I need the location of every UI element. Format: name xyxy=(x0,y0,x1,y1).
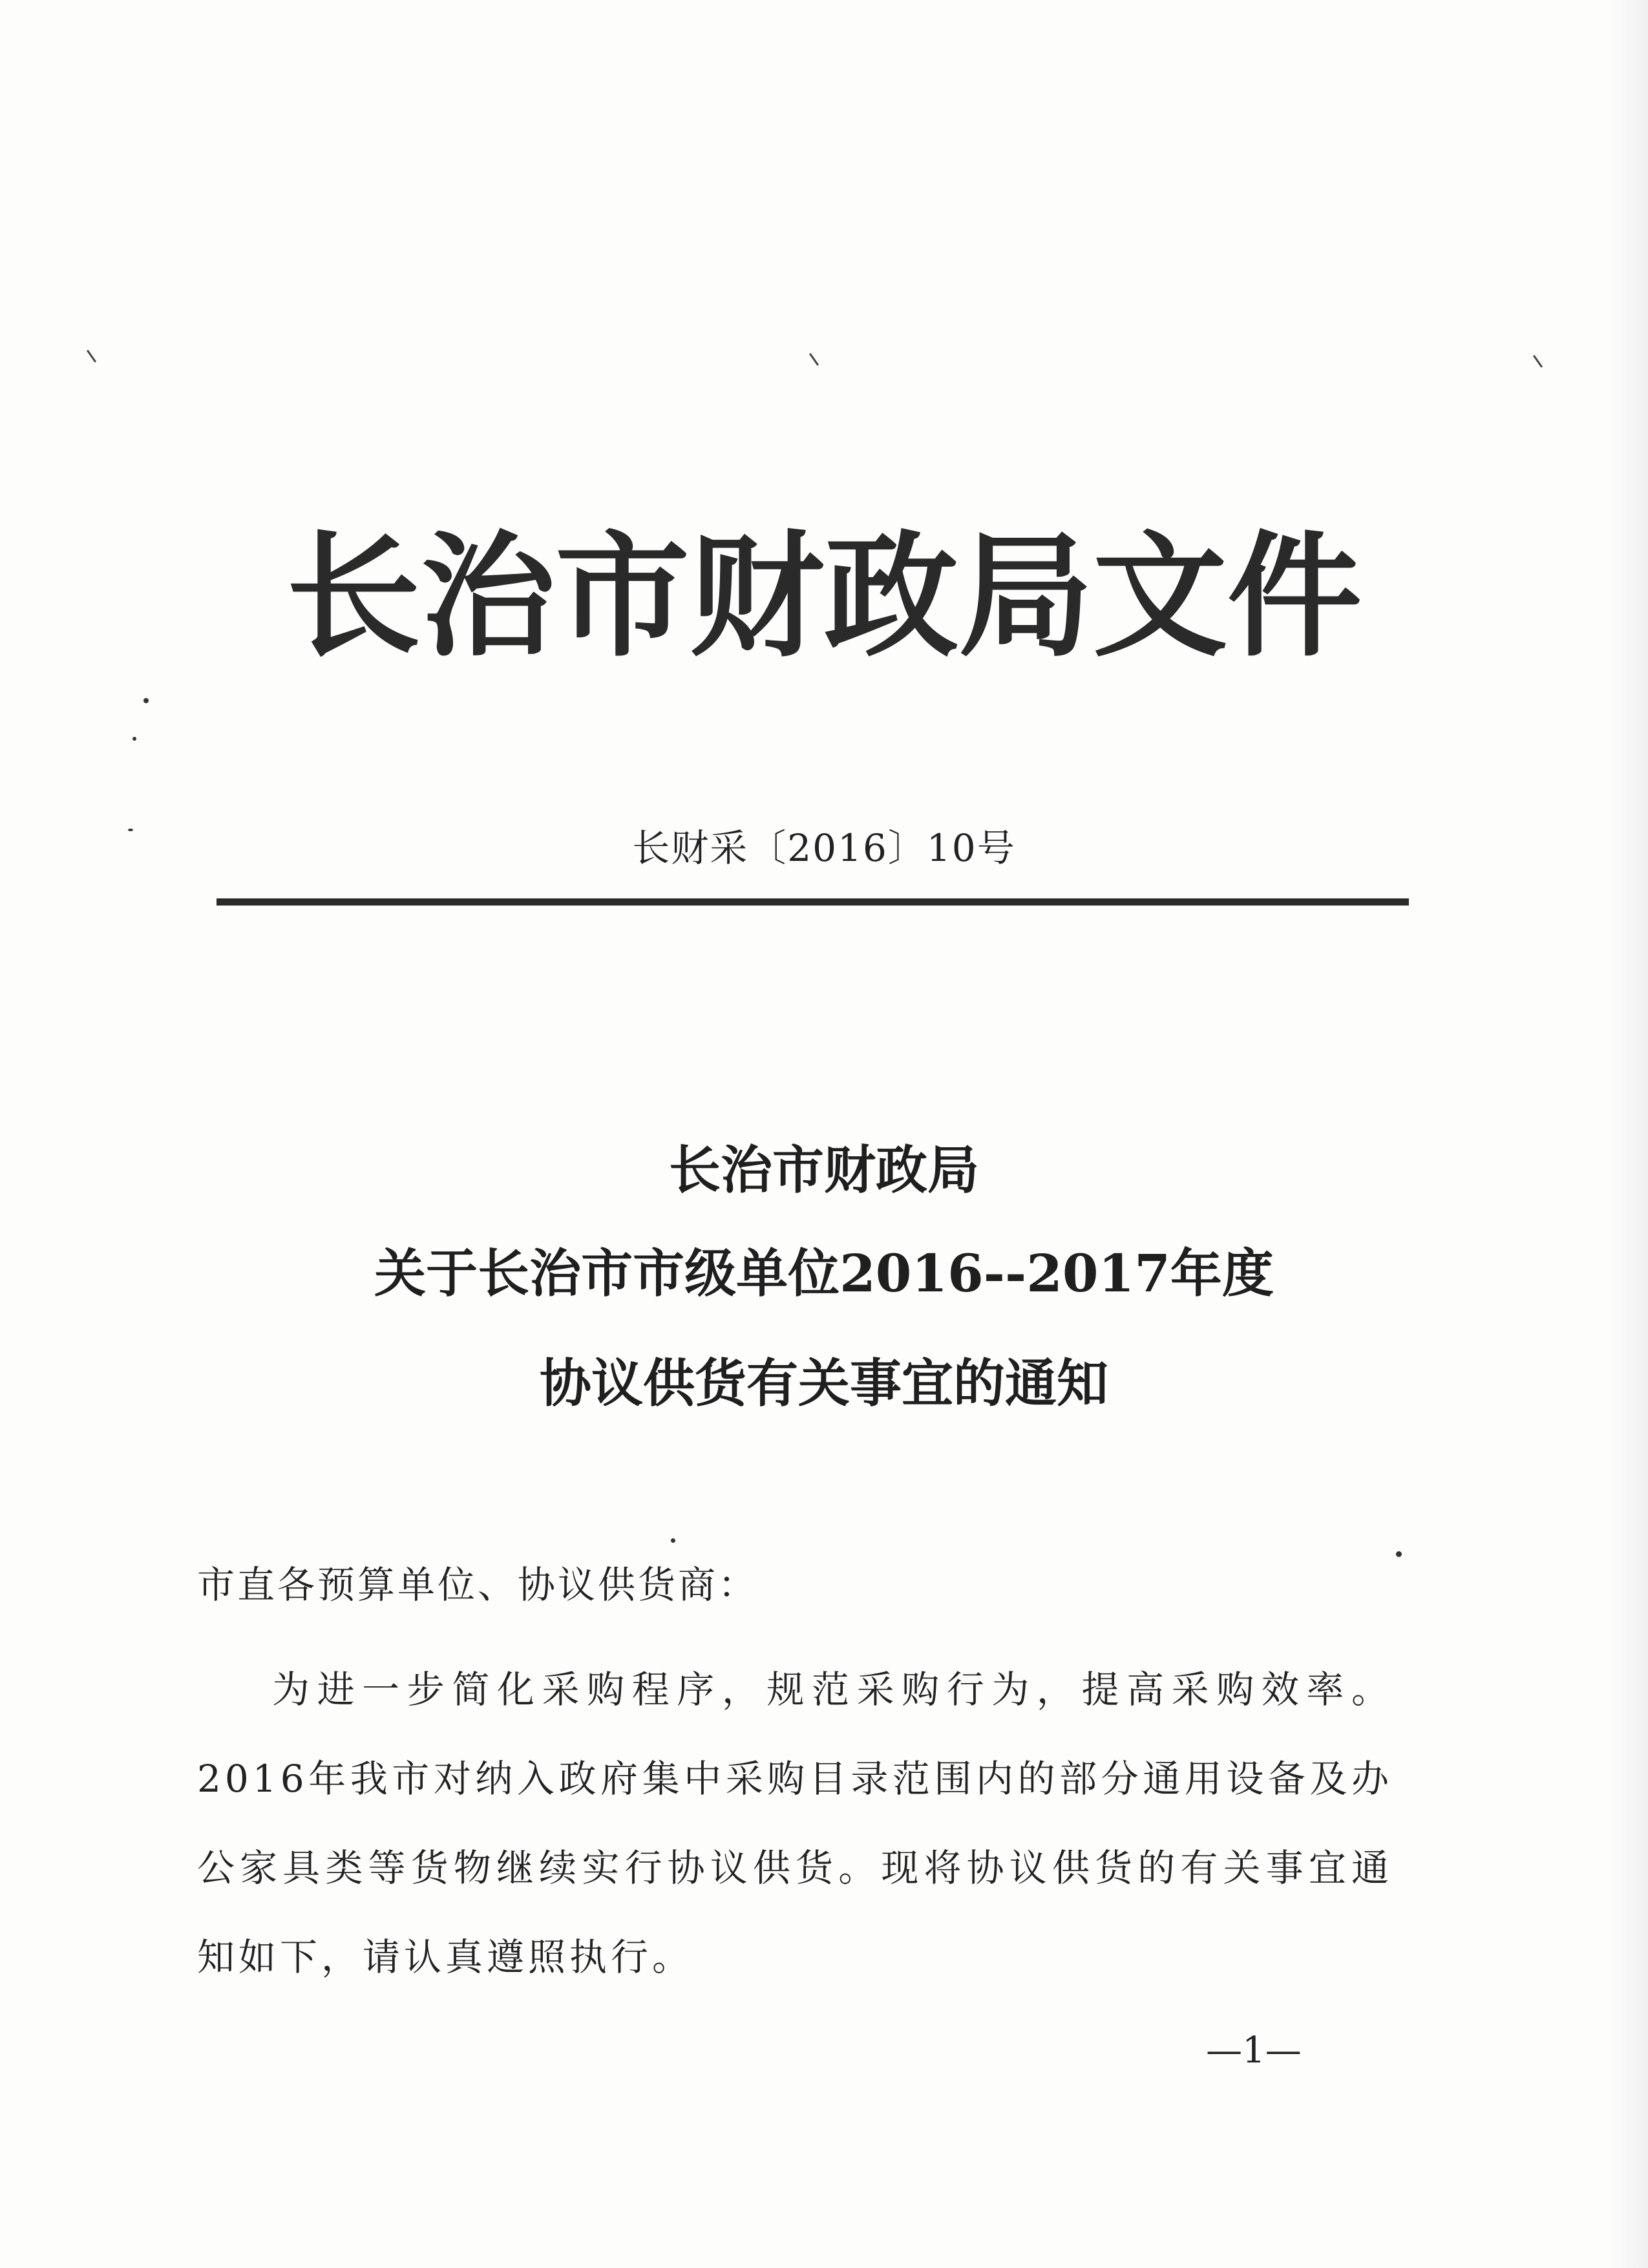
scan-mark xyxy=(1533,355,1543,368)
notice-title-line-3: 协议供货有关事宜的通知 xyxy=(540,1353,1108,1414)
notice-title-line-2: 关于长治市市级单位2016--2017年度 xyxy=(374,1243,1274,1304)
document-number: 长财采〔2016〕10号 xyxy=(632,826,1016,870)
scan-shadow xyxy=(1609,0,1648,2268)
document-masthead: 长治市财政局文件 xyxy=(286,519,1362,675)
notice-title-line-1: 长治市财政局 xyxy=(669,1139,979,1200)
page-number: —1— xyxy=(1206,2030,1302,2072)
addressee: 市直各预算单位、协议供货商： xyxy=(197,1563,759,1607)
scan-mark xyxy=(809,353,819,366)
scan-speck xyxy=(1396,1551,1402,1557)
body-paragraph: 为进一步简化采购程序，规范采购行为，提高采购效率。2016年我市对纳入政府集中采购目录范围内的部分通用设备及办公家具类等货物继续实行协议供货。现将协议供货的有关事宜通知如下，请认真遵照执行。 xyxy=(197,1668,1393,1979)
scan-speck xyxy=(132,737,136,741)
scan-mark xyxy=(87,350,96,363)
scan-speck xyxy=(671,1538,675,1543)
scan-speck xyxy=(143,698,149,703)
header-divider xyxy=(217,898,1409,906)
